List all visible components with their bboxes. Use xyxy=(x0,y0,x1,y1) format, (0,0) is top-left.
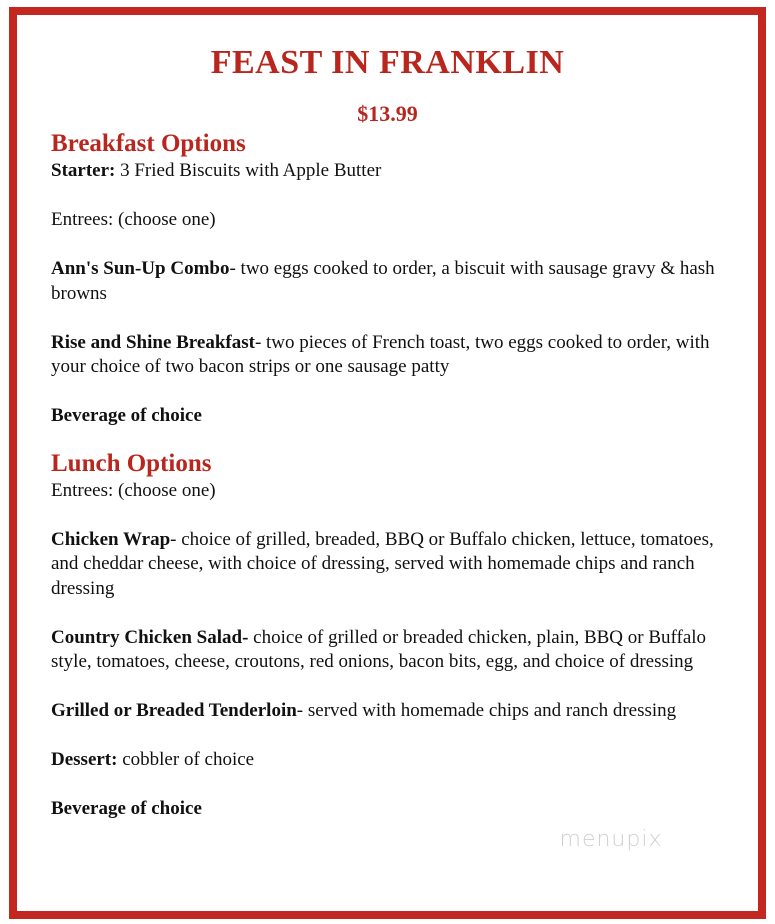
menu-title: FEAST IN FRANKLIN xyxy=(210,44,565,81)
menu-price: $13.99 xyxy=(357,101,418,126)
starter-text: 3 Fried Biscuits with Apple Butter xyxy=(115,160,382,181)
lunch-item-tenderloin xyxy=(51,699,738,724)
menu-frame xyxy=(9,7,766,919)
dessert-label: Dessert: xyxy=(51,749,118,770)
lunch-item-chickensalad xyxy=(51,626,738,675)
menu-content xyxy=(51,129,738,822)
lunch-dessert xyxy=(51,748,738,773)
breakfast-entrees-note: Entrees: (choose one) xyxy=(51,209,216,230)
item-name: Rise and Shine Breakfast xyxy=(51,331,255,353)
item-desc: - served with homemade chips and ranch dressing xyxy=(296,700,677,721)
item-name: Chicken Wrap xyxy=(51,528,171,550)
breakfast-item-suncombo xyxy=(51,257,738,306)
item-desc: choice of grilled or breaded chicken, plain, BBQ or Buffalo style, tomatoes, cheese, croutons, red onions, bacon bits, egg, and choice of dressing xyxy=(51,626,707,672)
watermark-logo: menupix xyxy=(559,827,663,852)
breakfast-starter xyxy=(51,159,738,184)
dessert-text: cobbler of choice xyxy=(117,749,255,770)
item-name: Country Chicken Salad- xyxy=(51,626,249,648)
item-name: Grilled or Breaded Tenderloin xyxy=(51,700,297,721)
breakfast-heading: Breakfast Options xyxy=(51,130,246,157)
item-desc: - choice of grilled, breaded, BBQ or Buffalo chicken, lettuce, tomatoes, and cheddar cheese, with choice of dressing, served with homemade chips and ranch dressing xyxy=(51,528,714,599)
lunch-beverage: Beverage of choice xyxy=(51,798,202,819)
lunch-heading: Lunch Options xyxy=(51,449,212,477)
lunch-entrees-note: Entrees: (choose one) xyxy=(51,479,216,501)
item-desc: - two eggs cooked to order, a biscuit with sausage gravy & hash browns xyxy=(51,258,715,304)
item-name: Ann's Sun-Up Combo xyxy=(51,258,230,279)
starter-label: Starter: xyxy=(51,160,116,181)
breakfast-beverage: Beverage of choice xyxy=(51,405,202,426)
item-desc: - two pieces of French toast, two eggs cooked to order, with your choice of two bacon strips or one sausage patty xyxy=(51,331,710,377)
breakfast-item-riseshine xyxy=(51,331,738,380)
lunch-item-chickenwrap xyxy=(51,528,738,602)
